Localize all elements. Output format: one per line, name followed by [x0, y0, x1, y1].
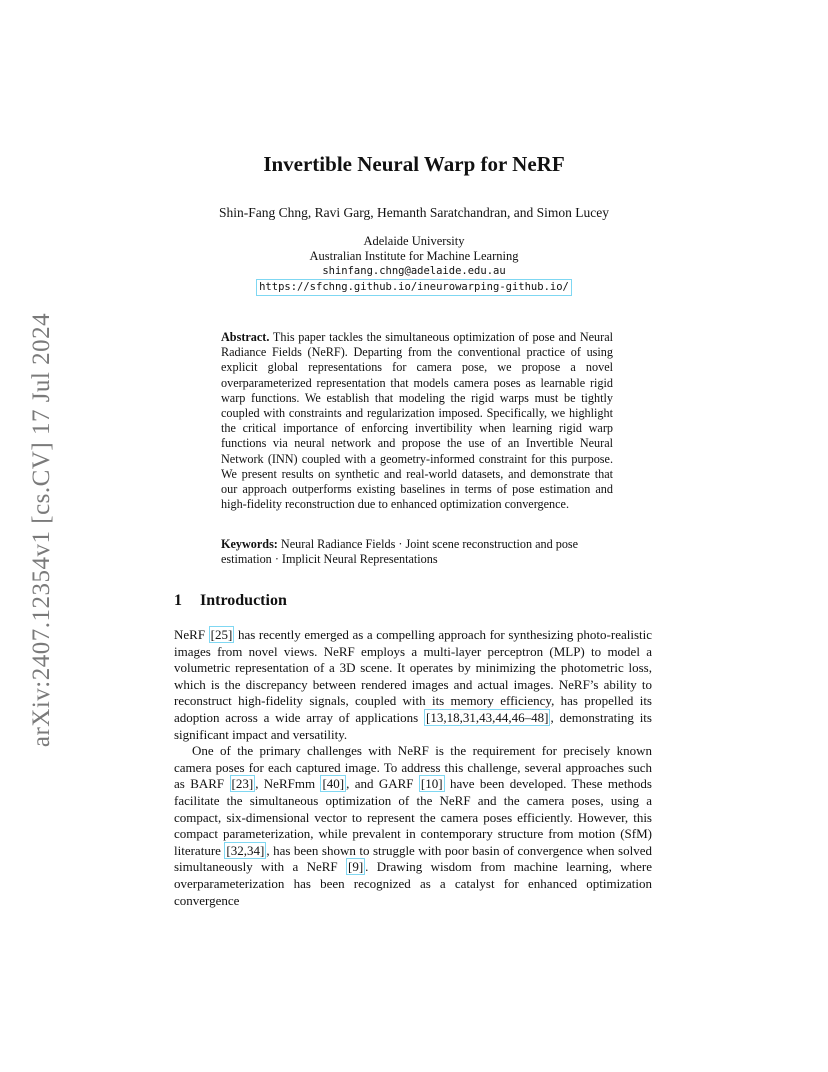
text-run: , and GARF	[346, 776, 419, 792]
section-heading	[174, 592, 287, 610]
author-email[interactable]: shinfang.chng@adelaide.edu.au	[322, 265, 506, 277]
section-number: 1	[174, 592, 182, 609]
intro-paragraph-1	[174, 627, 652, 743]
text-run: One of the primary challenges with NeRF is the requirement for precisely known camera poses for each captured image. To address this challenge, several approaches such as BARF	[174, 743, 652, 792]
text-run: have been developed. These methods facilitate the simultaneous optimization of the NeRF and the camera poses, using a compact, six-dimensional vector to represent the camera poses efficiently. However, this compact parameterization, while prevalent in contemporary structure from motion (SfM) literature	[174, 776, 652, 858]
abstract	[221, 330, 613, 512]
abstract-label: Abstract.	[221, 330, 270, 344]
citation-link[interactable]: [9]	[348, 859, 364, 875]
arxiv-sidebar-stamp	[18, 300, 66, 760]
arxiv-id: arXiv:2407.12354v1 [cs.CV] 17 Jul 2024	[28, 312, 55, 748]
intro-paragraph-2	[174, 743, 652, 909]
keywords	[221, 537, 613, 567]
citation-link[interactable]: [13,18,31,43,44,46–48]	[426, 709, 549, 725]
affiliation-university: Adelaide University	[363, 234, 465, 248]
citation-link[interactable]: [40]	[322, 776, 345, 792]
abstract-text: This paper tackles the simultaneous optimization of pose and Neural Radiance Fields (NeRF). Departing from the conventional practice of using explicit global representations for camera pose, we propose a novel overparameterized representation that models camera poses as learnable rigid warp functions. We establish that modeling the rigid warps must be tightly coupled with constraints and regularization imposed. Specifically, we highlight the critical importance of enforcing invertibility when learning rigid warp functions via neural network and propose the use of an Invertible Neural Network (INN) coupled with a geometry-informed constraint for this purpose. We present results on synthetic and real-world datasets, and demonstrate that our approach outperforms existing baselines in terms of pose estimation and high-fidelity reconstruction due to enhanced optimization convergence.	[221, 330, 613, 512]
text-run: has recently emerged as a compelling approach for synthesizing photo-realistic images from novel views. NeRF employs a multi-layer perceptron (MLP) to model a volumetric representation of a 3D scene. It operates by minimizing the photometric loss, which is the discrepancy between rendered images and actual images. NeRF’s ability to reconstruct high-fidelity signals, coupled with its memory efficiency, has propelled its adoption across a wide array of applications	[174, 627, 653, 725]
citation-link[interactable]: [32,34]	[226, 842, 265, 858]
keywords-label: Keywords:	[221, 537, 278, 551]
text-run: NeRF	[174, 627, 209, 642]
text-run: , NeRFmm	[255, 776, 321, 792]
text-run: . Drawing wisdom from machine learning, where overparameterization has been recognized as a catalyst for enhanced optimization convergence	[174, 859, 652, 908]
keywords-text: Neural Radiance Fields · Joint scene reconstruction and pose estimation · Implicit Neural Representations	[221, 537, 579, 567]
affiliation-institute: Australian Institute for Machine Learning	[309, 249, 519, 263]
paper-authors: Shin-Fang Chng, Ravi Garg, Hemanth Saratchandran, and Simon Lucey	[218, 205, 610, 220]
project-url-link[interactable]: https://sfchng.github.io/ineurowarping-github.io/	[256, 279, 572, 296]
citation-link[interactable]: [10]	[420, 776, 443, 792]
section-title: Introduction	[200, 592, 287, 609]
introduction-body	[174, 627, 652, 909]
citation-link[interactable]: [25]	[210, 627, 233, 642]
text-run: , has been shown to struggle with poor basin of convergence when solved simultaneously with a NeRF	[174, 842, 652, 875]
text-run: , demonstrating its significant impact and versatility.	[174, 709, 652, 742]
affiliation-block	[0, 234, 828, 296]
citation-link[interactable]: [23]	[231, 776, 254, 792]
paper-title: Invertible Neural Warp for NeRF	[263, 152, 565, 176]
